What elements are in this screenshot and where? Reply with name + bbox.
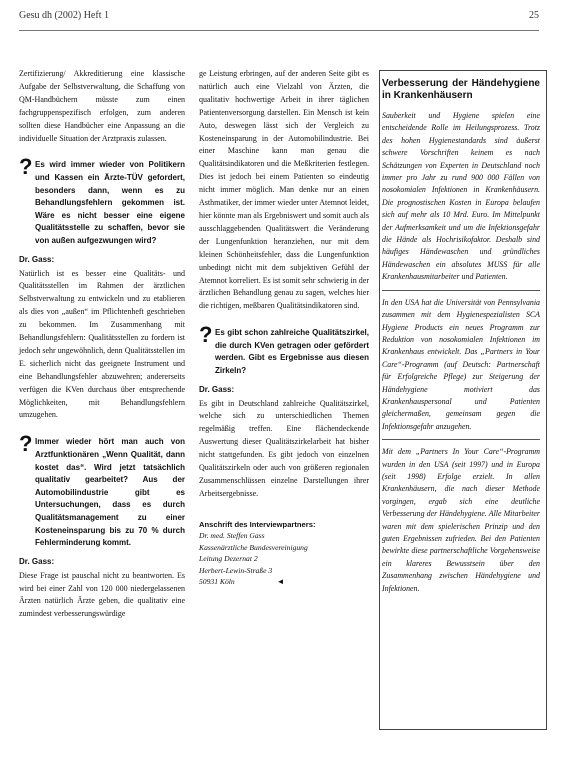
question-block xyxy=(19,154,185,247)
address-line: Kassenärztliche Bundesvereinigung xyxy=(199,542,308,552)
answer-text: Natürlich ist es besser eine Qualitäts- und Qualitätsstellen im Rahmen der ärztlichen Selbstverwaltung zu entwickeln und zu etablieren als dies von „außen“ im Pflichtenheft geschrieben zu bekommen. Im Zusammenhang mit Behandlungsfehlern: Qualitätsstellen zu fordern ist jedoch sehr ungewöhnlich, denn Qualitätsstellen im E. sicherlich nicht das geeignete Instrument und eine Behandlungsfehler abzuwehren; andererseits verfügen die KVen durchaus über entsprechende Möglichkeiten, mit Behandlungsfehlern umzugehen. xyxy=(19,268,185,420)
contact-address xyxy=(199,519,369,588)
question-mark-icon: ? xyxy=(19,154,33,180)
address-line xyxy=(199,576,369,588)
sidebar-paragraph: In den USA hat die Universität von Pennsylvania zusammen mit dem Hygienespezialisten SCA Hygiene Products ein neues Programm zur Reduktion von nosokomialen Infektionen im Krankenhaus entwickelt. Das „Partners in Your Care“-Programm (auf Deutsch: Partnerschaft für Erfolgreiche Pflege) zur Steigerung der Händehygiene motiviert das Krankenhauspersonal und Patienten gleichermaßen, gemeinsam gegen die Infektionsgefahr anzugehen. xyxy=(382,297,540,431)
sidebar-paragraph: Mit dem „Partners In Your Care“-Programm wurden in den USA (seit 1997) und in Europa (seit 1998) Erfolge erzielt. In allen Krankenhäusern, die nach dieser Methode vorgingen, ergab sich eine deutliche Verbesserung der Händehygiene. Alle Mitarbeiter waren mit dem spielerischen Prinzip und den guten Ergebnissen zufrieden. Bei den Patienten bewirkte diese partnerschaftliche Vorgehensweise ein klareres Bewusstsein über den Zusammenhang zwischen Händehygiene und Infektionen. xyxy=(382,447,540,593)
question-text: Es wird immer wieder von Politikern und Kassen ein Ärzte-TÜV gefordert, besonders dann, wenn es zu Behandlungsfehlern gekommen ist. Wäre es nicht besser eine eigene Qualitätsstelle zu schaffen, bevor sie von außen aufgezwungen wird? xyxy=(35,160,185,245)
sidebar-divider xyxy=(382,290,540,291)
running-header: Gesu dh (2002) Heft 1 xyxy=(19,10,109,21)
header-rule xyxy=(19,30,539,31)
question-block xyxy=(199,322,369,377)
question-text: Immer wieder hört man auch von Arztfunktionären „Wenn Qualität, dann kostet das“. Wird jetzt tatsächlich qualitativ gearbeitet? Aus der Automobilindustrie gibt es Untersuchungen, dass es durch Qualitätsmanagement zu einer Kosteneinsparung bis zu 70 % durch Fehlerminderung kommt. xyxy=(35,437,185,548)
column-2 xyxy=(199,68,369,588)
sidebar-paragraph: Sauberkeit und Hygiene spielen eine entscheidende Rolle im Heilungsprozess. Trotz des hohen Hygienestandards sind äußerst schwere Vorschriften keinem es nach Schätzungen von Experten in Deutschland noch immer pro Jahr zu rund 900 000 Fällen von nosokomialen Infektionen in Krankenhäusern. Die prognostischen Kosten in Europa belaufen sich auf mehr als 10 Mrd. Euro. Im Mittelpunkt der Aufmerksamkeit und um die Infektionsgefahr die Hände als Hochrisikofaktor. Deshalb sind häufiges Händewaschen und gründliches Händewaschen ein absolutes MUSS für alle Krankenhausmitarbeiter und Patienten. xyxy=(382,111,540,282)
paragraph: ge Leistung erbringen, auf der anderen Seite gibt es natürlich auch eine Vielzahl von Ärzten, die qualitativ hochwertige Arbeit in ihrer täglichen Patientenversorgung darstellen. Ein Mensch ist kein Auto, deswegen lässt sich der Vergleich zu Kosteneinsparung in der Automobilindustrie. Bei einer Maschine kann man genau die Qualitätsindikatoren und die Meßkriterien festlegen. Dies ist jedoch bei einem Patienten so eindeutig nicht immer möglich. Man denke nur an einen Asthmatiker, der immer wieder unter Atemnot leidet, hier könnte man als Ergebniswert und somit auch als ausschlaggebenden Qualitätswert die Veränderung der Lungenfunktion heranziehen, nur mit dem kleinen Schönheitsfehler, dass die Lungenfunktion unbedingt nicht mit dem subjektiven Gefühl der Atemnot korreliert. Es ist somit sehr schwierig in der ärztlichen Behandlung genau zu sagen, welches hier die richtigen, meßbaren Qualitätsindikatoren sind. xyxy=(199,69,369,311)
address-line: Herbert-Lewin-Straße 3 xyxy=(199,565,273,575)
paragraph: Zertifizierung/ Akkreditierung eine klassische Aufgabe der Selbstverwaltung, die Schaffung von QM-Handbüchern müsste zum einen fachgruppenspezifisch erfolgen, zum anderen sollten diese Handbücher eine Anpassung an die individuelle Situation der Arztpraxis zulassen. xyxy=(19,69,185,143)
question-mark-icon: ? xyxy=(19,431,33,457)
address-city: 50931 Köln xyxy=(199,577,235,587)
question-block xyxy=(19,431,185,549)
column-1 xyxy=(19,68,185,621)
answer-text: Diese Frage ist pauschal nicht zu beantworten. Es wird bei einer Zahl von 120 000 niedergelassenen Ärzten natürlich Ärzte geben, die qualitativ eine zumindest verbesserungswürdige xyxy=(19,570,185,619)
answer-text: Es gibt in Deutschland zahlreiche Qualitätszirkel, welche sich zu unterschiedlichen Themen regelmäßig treffen. Eine flächendeckende Auswertung dieser Qualitätszirkelarbeit hat bisher nicht stattgefunden. Es gibt jedoch von einzelnen Qualitätszirkeln oder auch von größeren regionalen Zusammenschlüssen einzelne Darstellungen ihrer Arbeitsergebnisse. xyxy=(199,398,369,498)
speaker-label: Dr. Gass: xyxy=(19,254,55,264)
question-mark-icon: ? xyxy=(199,322,213,348)
sidebar-divider xyxy=(382,439,540,440)
address-line: Leitung Dezernat 2 xyxy=(199,554,258,564)
address-line: Dr. med. Steffen Gass xyxy=(199,531,265,541)
speaker-label: Dr. Gass: xyxy=(199,384,235,394)
page-number: 25 xyxy=(529,10,539,21)
speaker-label: Dr. Gass: xyxy=(19,556,55,566)
address-title: Anschrift des Interviewpartners: xyxy=(199,519,316,529)
question-text: Es gibt schon zahlreiche Qualitätszirkel, die durch KVen getragen oder gefördert werden. Gibt es Ergebnisse aus diesen Zirkeln? xyxy=(215,328,369,375)
end-mark-icon: ◄ xyxy=(276,577,285,587)
sidebar-content xyxy=(382,78,540,595)
sidebar-title: Verbesserung der Händehygiene in Krankenhäusern xyxy=(382,78,540,101)
